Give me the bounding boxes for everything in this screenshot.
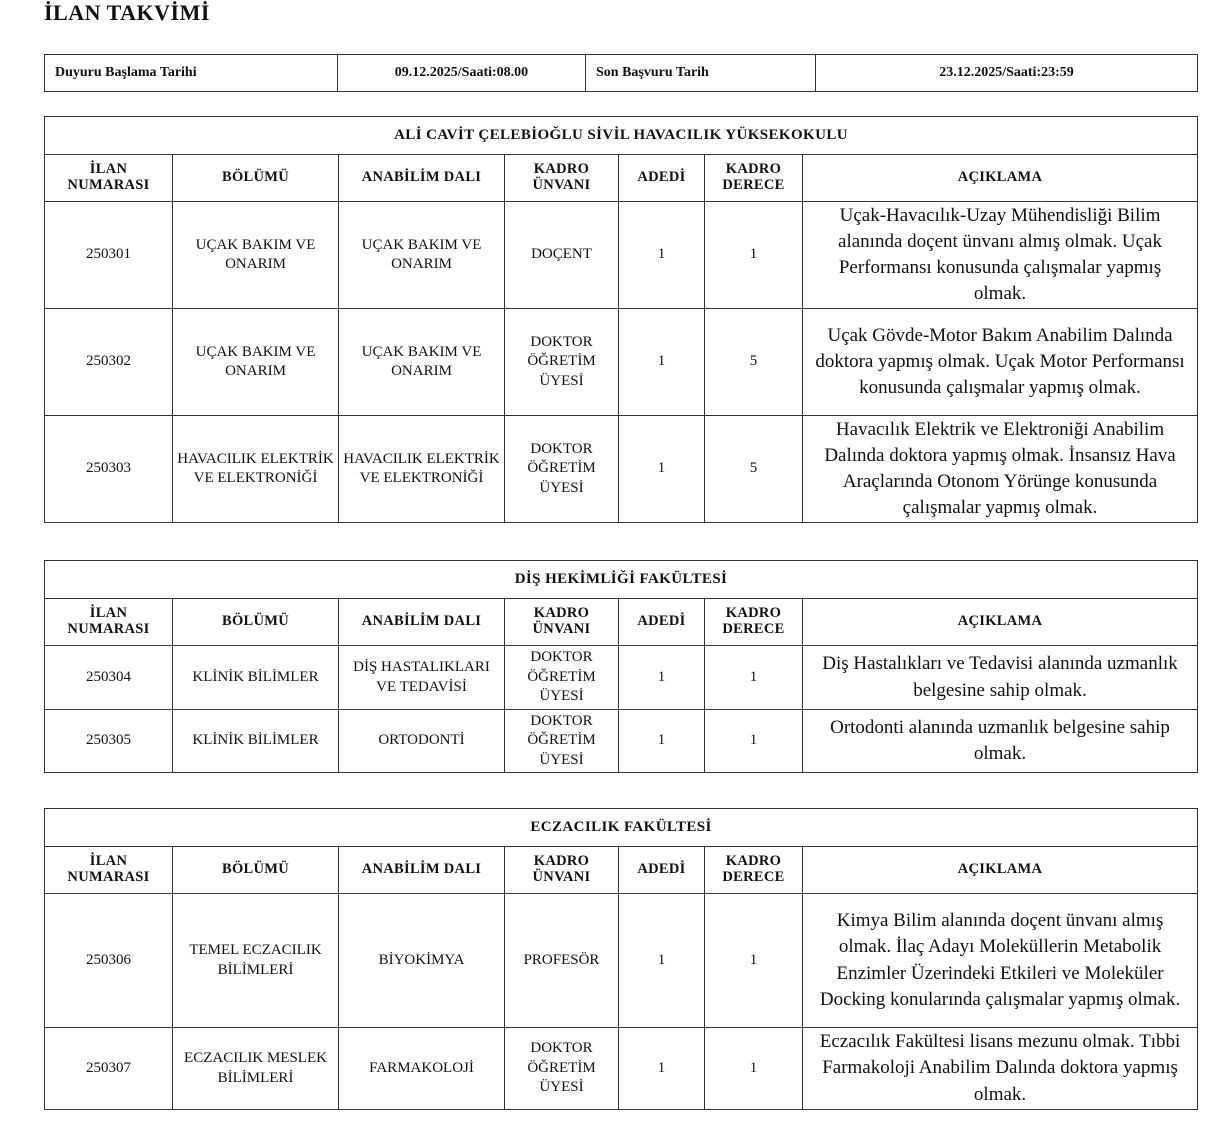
unit-table [44, 560, 1198, 773]
count-cell: 1 [619, 1028, 705, 1110]
count-header [619, 155, 705, 202]
position-degree-cell: 1 [705, 202, 803, 309]
position-title-cell: PROFESÖR [505, 894, 619, 1028]
ilan-number-header-text: İLAN [89, 853, 128, 870]
division-header [339, 847, 505, 894]
division-cell: DİŞ HASTALIKLARI VE TEDAVİSİ [339, 646, 505, 710]
position-title-header [505, 599, 619, 646]
dates-row [45, 55, 1198, 92]
position-degree-header-text: DERECE [722, 177, 785, 193]
count-cell: 1 [619, 416, 705, 523]
department-cell: KLİNİK BİLİMLER [173, 710, 339, 773]
description-header [803, 155, 1198, 202]
department-cell: KLİNİK BİLİMLER [173, 646, 339, 710]
department-header [173, 847, 339, 894]
position-degree-cell: 1 [705, 710, 803, 773]
division-cell: BİYOKİMYA [339, 894, 505, 1028]
start-date-value: 09.12.2025/Saati:08.00 [338, 55, 586, 92]
position-degree-cell: 1 [705, 646, 803, 710]
position-degree-cell: 5 [705, 416, 803, 523]
ilan-number-header [45, 847, 173, 894]
count-header-text: ADEDİ [637, 613, 686, 630]
position-title-cell: DOKTOR ÖĞRETİM ÜYESİ [505, 646, 619, 710]
ilan-number-cell: 250303 [45, 416, 173, 523]
position-degree-header-text: KADRO [725, 161, 782, 178]
deadline-label: Son Başvuru Tarih [586, 55, 816, 92]
description-cell: Eczacılık Fakültesi lisans mezunu olmak. Tıbbi Farmakoloji Anabilim Dalında doktora yapmış olmak. [803, 1028, 1198, 1110]
unit-title: ALİ CAVİT ÇELEBİOĞLU SİVİL HAVACILIK YÜKSEKOKULU [45, 117, 1198, 155]
description-header [803, 847, 1198, 894]
position-title-header [505, 847, 619, 894]
position-degree-header-text: DERECE [722, 869, 785, 885]
description-header [803, 599, 1198, 646]
deadline-value: 23.12.2025/Saati:23:59 [816, 55, 1198, 92]
position-title-header-text: ÜNVANI [532, 177, 591, 193]
position-degree-header-text: KADRO [725, 605, 782, 622]
position-title-header-text: ÜNVANI [532, 621, 591, 637]
ilan-number-cell: 250302 [45, 309, 173, 416]
unit-title: DİŞ HEKİMLİĞİ FAKÜLTESİ [45, 561, 1198, 599]
position-degree-cell: 1 [705, 894, 803, 1028]
description-cell: Kimya Bilim alanında doçent ünvanı almış olmak. İlaç Adayı Moleküllerin Metabolik Enzimler Üzerindeki Etkileri ve Moleküler Docking konularında çalışmalar yapmış olmak. [803, 894, 1198, 1028]
unit-title-row [45, 561, 1198, 599]
count-header-text: ADEDİ [637, 169, 686, 186]
start-date-label: Duyuru Başlama Tarihi [45, 55, 338, 92]
description-cell: Diş Hastalıkları ve Tedavisi alanında uzmanlık belgesine sahip olmak. [803, 646, 1198, 710]
table-row [45, 710, 1198, 773]
page-title: İLAN TAKVİMİ [44, 0, 210, 25]
table-row [45, 646, 1198, 710]
division-header [339, 155, 505, 202]
count-cell: 1 [619, 710, 705, 773]
header-row [45, 599, 1198, 646]
count-cell: 1 [619, 646, 705, 710]
description-cell: Uçak-Havacılık-Uzay Mühendisliği Bilim alanında doçent ünvanı almış olmak. Uçak Performansı konusunda çalışmalar yapmış olmak. [803, 202, 1198, 309]
division-cell: FARMAKOLOJİ [339, 1028, 505, 1110]
announcement-dates-table [44, 54, 1198, 92]
division-cell: HAVACILIK ELEKTRİK VE ELEKTRONİĞİ [339, 416, 505, 523]
position-title-header-text: KADRO [533, 605, 590, 622]
position-title-header [505, 155, 619, 202]
division-header-text: ANABİLİM DALI [361, 169, 482, 186]
table-row [45, 309, 1198, 416]
unit-table [44, 808, 1198, 1110]
division-header-text: ANABİLİM DALI [361, 613, 482, 630]
department-cell: TEMEL ECZACILIK BİLİMLERİ [173, 894, 339, 1028]
department-header-text: BÖLÜMÜ [221, 861, 290, 878]
unit-title: ECZACILIK FAKÜLTESİ [45, 809, 1198, 847]
position-title-cell: DOKTOR ÖĞRETİM ÜYESİ [505, 416, 619, 523]
position-title-header-text: KADRO [533, 161, 590, 178]
header-row [45, 155, 1198, 202]
unit-title-row [45, 809, 1198, 847]
department-header-text: BÖLÜMÜ [221, 169, 290, 186]
division-cell: UÇAK BAKIM VE ONARIM [339, 309, 505, 416]
unit-table [44, 116, 1198, 523]
position-degree-header-text: KADRO [725, 853, 782, 870]
position-degree-header [705, 599, 803, 646]
position-title-cell: DOKTOR ÖĞRETİM ÜYESİ [505, 1028, 619, 1110]
position-title-header-text: ÜNVANI [532, 869, 591, 885]
position-degree-header-text: DERECE [722, 621, 785, 637]
position-title-cell: DOKTOR ÖĞRETİM ÜYESİ [505, 309, 619, 416]
description-cell: Havacılık Elektrik ve Elektroniği Anabilim Dalında doktora yapmış olmak. İnsansız Hava Araçlarında Otonom Yörünge konusunda çalışmalar yapmış olmak. [803, 416, 1198, 523]
position-title-header-text: KADRO [533, 853, 590, 870]
department-header [173, 155, 339, 202]
table-row [45, 202, 1198, 309]
ilan-number-header [45, 155, 173, 202]
ilan-number-header-text: NUMARASI [67, 621, 150, 637]
description-header-text: AÇIKLAMA [957, 861, 1043, 878]
count-header [619, 847, 705, 894]
count-cell: 1 [619, 309, 705, 416]
ilan-number-header-text: İLAN [89, 605, 128, 622]
count-cell: 1 [619, 202, 705, 309]
ilan-number-header-text: NUMARASI [67, 177, 150, 193]
department-cell: HAVACILIK ELEKTRİK VE ELEKTRONİĞİ [173, 416, 339, 523]
department-header-text: BÖLÜMÜ [221, 613, 290, 630]
division-cell: ORTODONTİ [339, 710, 505, 773]
count-header-text: ADEDİ [637, 861, 686, 878]
position-title-cell: DOÇENT [505, 202, 619, 309]
table-row [45, 894, 1198, 1028]
position-title-cell: DOKTOR ÖĞRETİM ÜYESİ [505, 710, 619, 773]
description-header-text: AÇIKLAMA [957, 613, 1043, 630]
description-cell: Ortodonti alanında uzmanlık belgesine sahip olmak. [803, 710, 1198, 773]
department-cell: UÇAK BAKIM VE ONARIM [173, 309, 339, 416]
department-header [173, 599, 339, 646]
count-cell: 1 [619, 894, 705, 1028]
position-degree-header [705, 847, 803, 894]
position-degree-header [705, 155, 803, 202]
description-cell: Uçak Gövde-Motor Bakım Anabilim Dalında doktora yapmış olmak. Uçak Motor Performansı konusunda çalışmalar yapmış olmak. [803, 309, 1198, 416]
ilan-number-header-text: NUMARASI [67, 869, 150, 885]
division-header-text: ANABİLİM DALI [361, 861, 482, 878]
division-header [339, 599, 505, 646]
ilan-number-cell: 250307 [45, 1028, 173, 1110]
table-row [45, 416, 1198, 523]
department-cell: UÇAK BAKIM VE ONARIM [173, 202, 339, 309]
description-header-text: AÇIKLAMA [957, 169, 1043, 186]
ilan-number-header [45, 599, 173, 646]
position-degree-cell: 5 [705, 309, 803, 416]
position-degree-cell: 1 [705, 1028, 803, 1110]
ilan-number-cell: 250306 [45, 894, 173, 1028]
division-cell: UÇAK BAKIM VE ONARIM [339, 202, 505, 309]
header-row [45, 847, 1198, 894]
count-header [619, 599, 705, 646]
table-row [45, 1028, 1198, 1110]
unit-title-row [45, 117, 1198, 155]
ilan-number-cell: 250305 [45, 710, 173, 773]
ilan-number-header-text: İLAN [89, 161, 128, 178]
ilan-number-cell: 250304 [45, 646, 173, 710]
department-cell: ECZACILIK MESLEK BİLİMLERİ [173, 1028, 339, 1110]
ilan-number-cell: 250301 [45, 202, 173, 309]
